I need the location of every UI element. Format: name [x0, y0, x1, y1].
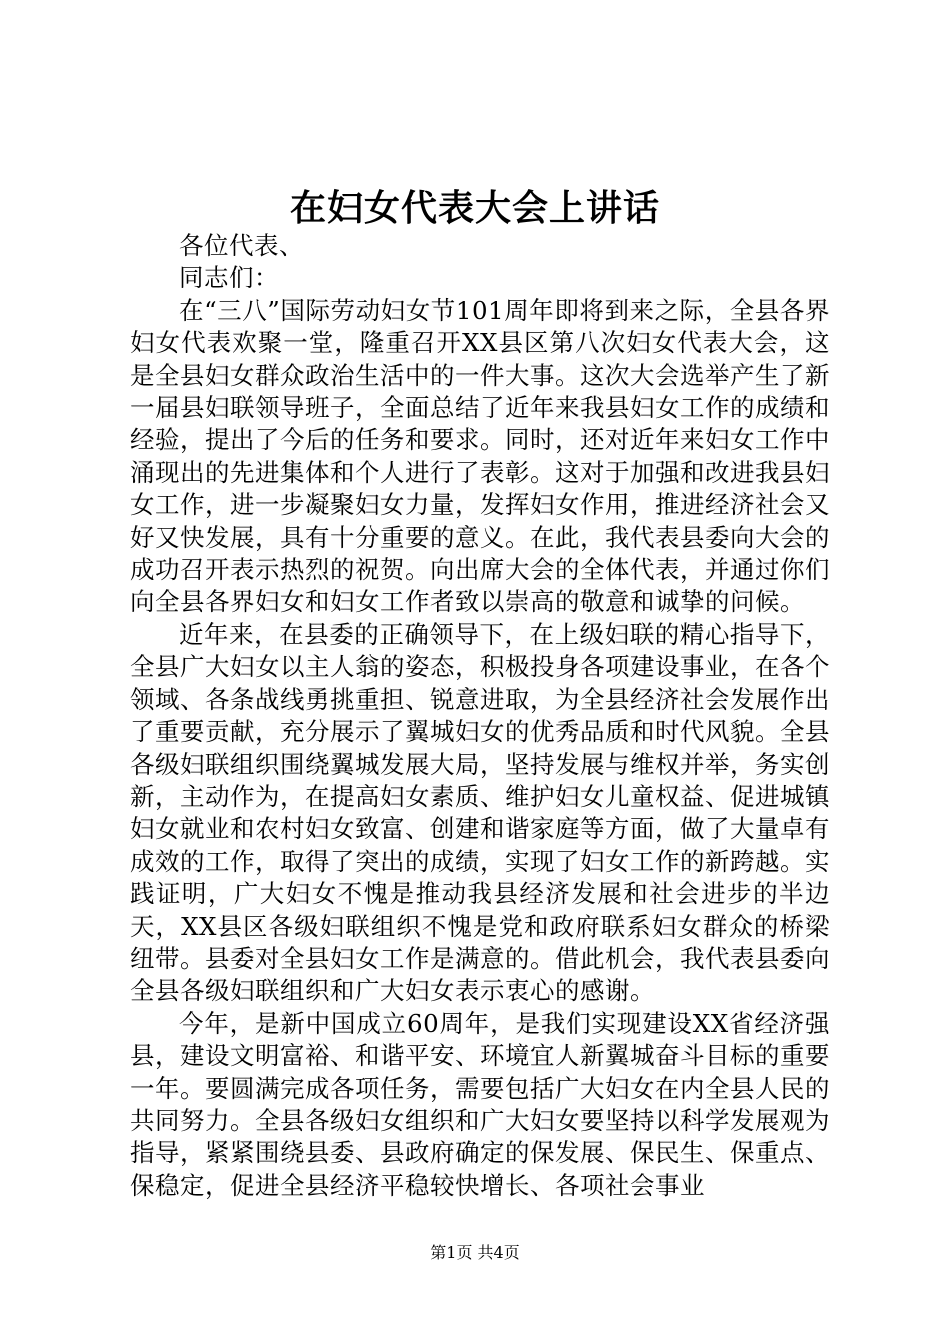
page-footer: 第1页 共4页: [430, 1243, 520, 1262]
salutation-line-1: 各位代表、: [179, 231, 304, 260]
document-title: 在妇女代表大会上讲话: [289, 187, 660, 229]
salutation-line-2: 同志们：: [179, 263, 279, 293]
paragraph-2: 近年来，在县委的正确领导下，在上级妇联的精心指导下，全县广大妇女以主人翁的姿态，积极投身各项建设事业，在各个领域、各条战线勇挑重担、锐意进取，为全县经济社会发展作出了重要贡献，充分展示了翼城妇女的优秀品质和时代风貌。全县各级妇联组织围绕翼城发展大局，坚持发展与维权并举，务实创新，主动作为，在提高妇女素质、维护妇女儿童权益、促进城镇妇女就业和农村妇女致富、创建和谐家庭等方面，做了大量卓有成效的工作，取得了突出的成绩，实现了妇女工作的新跨越。实践证明，广大妇女不愧是推动我县经济发展和社会进步的半边天，XX县区各级妇联组织不愧是党和政府联系妇女群众的桥梁纽带。县委对全县妇女工作是满意的。借此机会，我代表县委向全县各级妇联组织和广大妇女表示衷心的感谢。: [130, 619, 830, 1006]
paragraph-1: 在“三八”国际劳动妇女节101周年即将到来之际，全县各界妇女代表欢聚一堂，隆重召开XX县区第八次妇女代表大会，这是全县妇女群众政治生活中的一件大事。这次大会选举产生了新一届县妇联领导班子，全面总结了近年来我县妇女工作的成绩和经验，提出了今后的任务和要求。同时，还对近年来妇女工作中涌现出的先进集体和个人进行了表彰。这对于加强和改进我县妇女工作，进一步凝聚妇女力量，发挥妇女作用，推进经济社会又好又快发展，具有十分重要的意义。在此，我代表县委向大会的成功召开表示热烈的祝贺。向出席大会的全体代表，并通过你们向全县各界妇女和妇女工作者致以崇高的敬意和诚挚的问候。: [130, 295, 830, 617]
paragraph-3: 今年，是新中国成立60周年，是我们实现建设XX省经济强县，建设文明富裕、和谐平安、环境宜人新翼城奋斗目标的重要一年。要圆满完成各项任务，需要包括广大妇女在内全县人民的共同努力。全县各级妇女组织和广大妇女要坚持以科学发展观为指导，紧紧围绕县委、县政府确定的保发展、保民生、保重点、保稳定，促进全县经济平稳较快增长、各项社会事业: [130, 1008, 830, 1200]
document-body: [130, 230, 830, 1202]
